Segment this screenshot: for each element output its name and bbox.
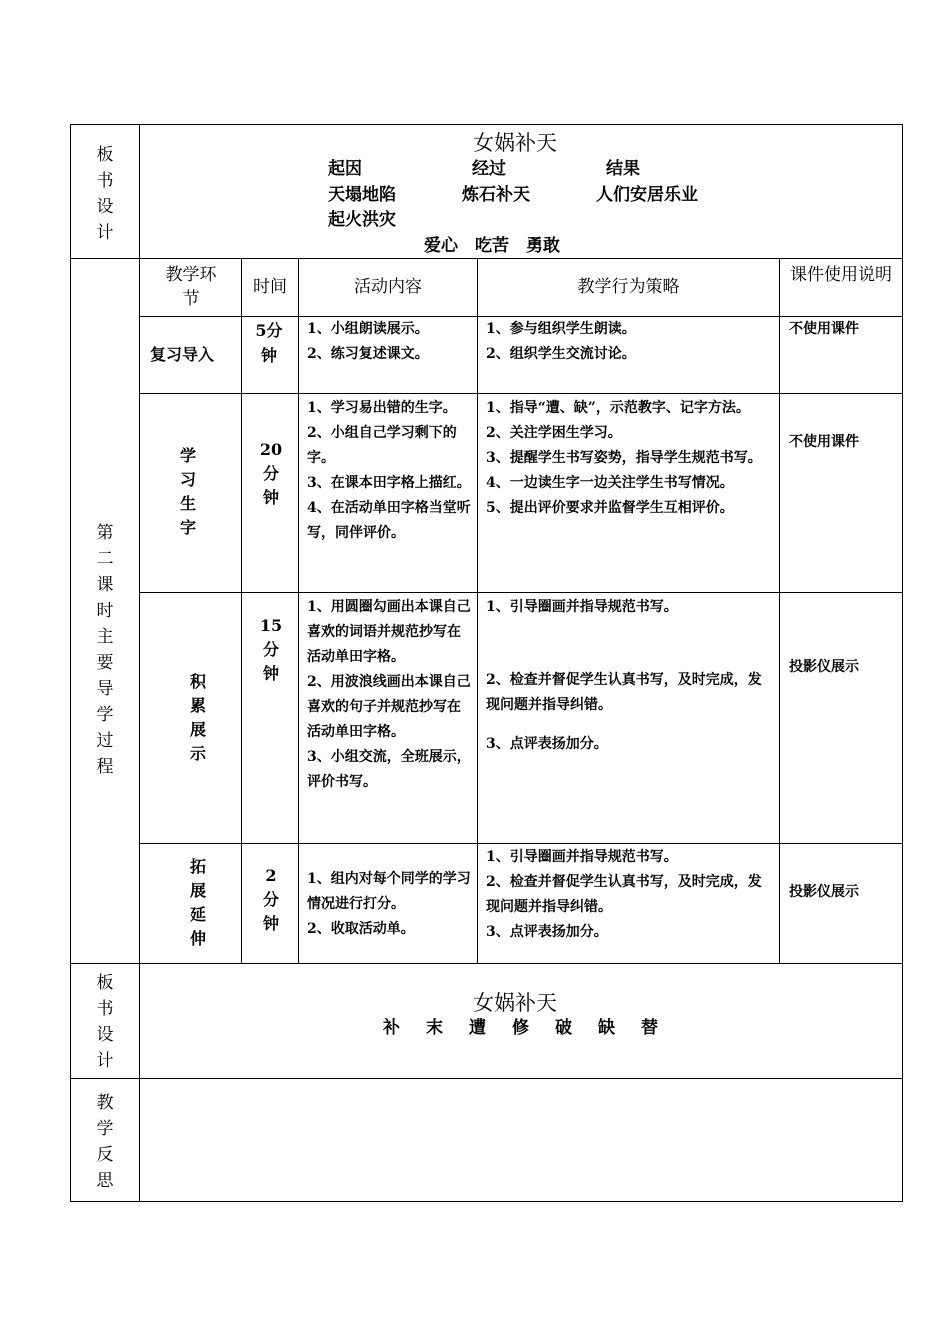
board-design-label: 板书设计 xyxy=(96,145,114,243)
time-extend: 2分钟 xyxy=(262,866,279,933)
strategy-item: 4、一边读生字一边关注学生书写情况。 xyxy=(486,475,734,491)
activity-item: 2、小组自己学习剩下的字。 xyxy=(307,425,457,466)
courseware-accumulate: 投影仪展示 xyxy=(789,659,859,675)
strategy-item: 3、点评表扬加分。 xyxy=(486,924,608,940)
board-char: 修 xyxy=(512,1018,529,1038)
reflection-content xyxy=(145,1085,895,1195)
board-chars xyxy=(383,1013,684,1038)
strategy-item: 1、参与组织学生朗读。 xyxy=(486,321,636,337)
board-title-2: 女娲补天 xyxy=(473,991,557,1015)
strategy-item: 5、提出评价要求并监督学生互相评价。 xyxy=(486,500,734,516)
header-time: 时间 xyxy=(253,277,287,297)
activity-item: 1、小组朗读展示。 xyxy=(307,321,429,337)
strategy-item: 1、引导圈画并指导规范书写。 xyxy=(486,849,678,865)
board-header-process: 经过 xyxy=(472,159,506,179)
reflection-label: 教学反思 xyxy=(96,1093,114,1191)
board-char: 补 xyxy=(383,1018,400,1038)
header-courseware: 课件使用说明 xyxy=(790,265,892,285)
header-stage: 教学环节 xyxy=(165,265,217,309)
activity-item: 1、组内对每个同学的学习情况进行打分。 xyxy=(307,871,471,912)
time-learn-chars: 20分钟 xyxy=(259,440,283,507)
board-char: 遭 xyxy=(469,1018,486,1038)
board-result-1: 人们安居乐业 xyxy=(596,185,698,205)
activity-item: 4、在活动单田字格当堂听写，同伴评价。 xyxy=(307,500,471,541)
process-label: 第二课时主要导学过程 xyxy=(96,523,114,777)
stage-accumulate: 积累展示 xyxy=(190,672,207,763)
strategy-item: 3、提醒学生书写姿势，指导学生规范书写。 xyxy=(486,450,762,466)
activity-item: 1、学习易出错的生字。 xyxy=(307,400,457,416)
board-cause-2: 起火洪灾 xyxy=(328,210,396,230)
activity-item: 1、用圆圈勾画出本课自己喜欢的词语并规范抄写在活动单田字格。 xyxy=(307,599,471,665)
strategy-extend xyxy=(486,845,774,945)
activity-item: 3、小组交流，全班展示，评价书写。 xyxy=(307,749,471,790)
time-accumulate: 15分钟 xyxy=(259,616,283,683)
board-process-1: 炼石补天 xyxy=(462,185,530,205)
strategy-accumulate xyxy=(486,595,774,757)
time-review: 5分钟 xyxy=(255,321,283,365)
courseware-learn-chars: 不使用课件 xyxy=(789,434,859,450)
strategy-learn-chars xyxy=(486,396,774,521)
strategy-item: 3、点评表扬加分。 xyxy=(486,736,608,752)
stage-review: 复习导入 xyxy=(150,345,215,364)
strategy-review xyxy=(486,317,774,367)
header-activity: 活动内容 xyxy=(354,277,422,297)
strategy-item: 2、检查并督促学生认真书写，及时完成，发现问题并指导纠错。 xyxy=(486,874,762,915)
board-virtues: 爱心 吃苦 勇敢 xyxy=(424,236,560,256)
courseware-review: 不使用课件 xyxy=(789,321,859,337)
activity-item: 2、用波浪线画出本课自己喜欢的句子并规范抄写在活动单田字格。 xyxy=(307,674,471,740)
stage-extend: 拓展延伸 xyxy=(190,857,207,948)
activity-accumulate xyxy=(307,595,472,795)
strategy-item: 2、组织学生交流讨论。 xyxy=(486,346,636,362)
strategy-item: 2、检查并督促学生认真书写，及时完成，发现问题并指导纠错。 xyxy=(486,672,762,713)
strategy-item: 1、引导圈画并指导规范书写。 xyxy=(486,599,678,615)
activity-item: 2、练习复述课文。 xyxy=(307,346,429,362)
stage-learn-chars: 学习生字 xyxy=(180,446,197,537)
activity-review xyxy=(307,317,472,367)
board-char: 破 xyxy=(555,1018,572,1038)
header-strategy: 教学行为策略 xyxy=(577,277,680,297)
board-char: 末 xyxy=(426,1018,443,1038)
activity-extend xyxy=(307,867,472,942)
board-char: 替 xyxy=(641,1018,658,1038)
activity-item: 3、在课本田字格上描红。 xyxy=(307,475,471,491)
strategy-item: 1、指导“遭、缺”，示范教字、记字方法。 xyxy=(486,400,750,416)
board-header-cause: 起因 xyxy=(328,159,362,179)
board-char: 缺 xyxy=(598,1018,615,1038)
activity-item: 2、收取活动单。 xyxy=(307,921,415,937)
board-cause-1: 天塌地陷 xyxy=(328,185,396,205)
courseware-extend: 投影仪展示 xyxy=(789,884,859,900)
board-title: 女娲补天 xyxy=(473,131,557,155)
board-header-result: 结果 xyxy=(606,159,640,179)
activity-learn-chars xyxy=(307,396,472,546)
board-design-label-2: 板书设计 xyxy=(96,973,114,1071)
strategy-item: 2、关注学困生学习。 xyxy=(486,425,622,441)
